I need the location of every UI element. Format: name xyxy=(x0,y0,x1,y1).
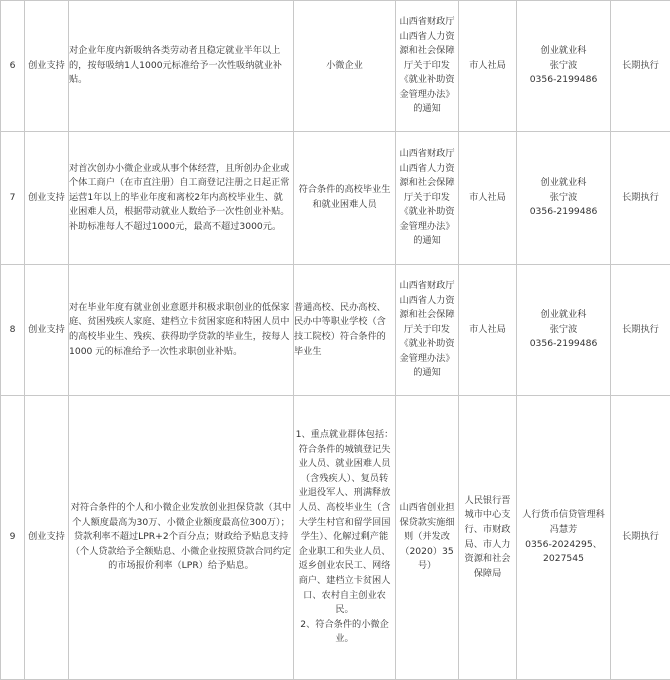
cell-text-line: 运营1年以上的毕业年度和离校2年内高校毕业生、就 xyxy=(69,191,283,203)
cell-text-line: 民办中等职业学校（含 xyxy=(294,316,386,328)
cell-text-line: 对企业年度内新吸纳各类劳动者且稳定就业半年以上 xyxy=(69,45,281,57)
cell-text-line: 张宁波 xyxy=(549,323,578,335)
cell-text-line: 技工院校）符合条件的 xyxy=(294,331,386,342)
policy-basis xyxy=(396,265,459,396)
policy-content xyxy=(69,396,294,680)
cell-text-line: 小微企业 xyxy=(326,59,363,71)
row-number: 8 xyxy=(1,265,25,396)
row-number: 7 xyxy=(1,132,25,265)
cell-text-line: 山西省人力资 xyxy=(399,162,455,174)
cell-text-line: 贴。 xyxy=(69,74,88,86)
cell-text-line: 1000 元的标准给予一次性求职创业补贴。 xyxy=(69,345,243,357)
policy-target xyxy=(294,396,396,680)
cell-text-line: 冯慧芳 xyxy=(549,523,578,535)
responsible-department xyxy=(459,265,517,396)
cell-text-line: 0356-2199486 xyxy=(529,206,598,218)
cell-text-line: 个人额度最高为30万、小微企业额度最高位300万）； xyxy=(72,516,290,528)
cell-text-line: 创业就业科 xyxy=(540,177,587,189)
policy-target xyxy=(294,1,396,132)
policy-basis xyxy=(396,132,459,265)
cell-text-line: 源和社会保障 xyxy=(399,309,455,321)
cell-text-line: 保障局 xyxy=(473,567,502,579)
cell-text-line: 和就业困难人员 xyxy=(312,199,377,210)
cell-text-line: 厅关于印发 xyxy=(404,191,450,203)
cell-text-line: 2027545 xyxy=(543,553,584,565)
row-number: 6 xyxy=(1,1,25,132)
cell-text-line: 业。 xyxy=(335,633,354,645)
policy-category: 创业支持 xyxy=(25,132,69,265)
policy-basis xyxy=(396,1,459,132)
cell-text-line: 的市场报价利率（LPR）给予贴息。 xyxy=(108,560,254,572)
cell-text-line: 业退役军人、刑满释放 xyxy=(298,487,391,499)
cell-text-line: 学生）、化解过剩产能 xyxy=(300,531,389,543)
cell-text-line: 0356-2024295、 xyxy=(525,538,602,550)
cell-text-line: 符合条件的高校毕业生 xyxy=(298,184,391,196)
cell-text-line: 厅关于印发 xyxy=(404,59,450,71)
policy-table-body xyxy=(1,1,670,680)
cell-text-line: 业困难人员，根据带动就业人数给予一次性创业补贴。 xyxy=(69,206,290,218)
policy-content xyxy=(69,1,294,132)
policy-target xyxy=(294,265,396,396)
cell-text-line: 张宁波 xyxy=(549,191,578,203)
cell-text-line: 《就业补助资 xyxy=(399,338,455,350)
cell-text-line: 创业就业科 xyxy=(540,309,587,321)
responsible-department xyxy=(459,132,517,265)
execution-period: 长期执行 xyxy=(611,132,670,265)
cell-text-line: 则（并发改 xyxy=(404,531,450,543)
cell-text-line: 的通知 xyxy=(413,367,441,379)
table-row xyxy=(1,132,670,265)
cell-text-line: 源和社会保障 xyxy=(399,177,455,189)
cell-text-line: 《就业补助资 xyxy=(399,206,455,218)
cell-text-line: 金管理办法》 xyxy=(399,352,455,364)
cell-text-line: 1、重点就业群体包括： xyxy=(295,429,394,441)
cell-text-line: 对符合条件的个人和小微企业发放创业担保贷款（其中 xyxy=(70,502,292,514)
cell-text-line: 山西省人力资 xyxy=(399,294,455,306)
cell-text-line: 城市中心支 xyxy=(464,509,511,521)
cell-text-line: 金管理办法》 xyxy=(399,88,455,100)
cell-text-line: 庭、贫困残疾人家庭、建档立卡贫困家庭和特困人员中 xyxy=(69,316,290,328)
cell-text-line: 毕业生 xyxy=(294,345,322,357)
cell-text-line: 人员、高校毕业生（含 xyxy=(298,502,391,514)
cell-text-line: 返乡创业农民工、网络 xyxy=(298,560,391,572)
cell-text-line: 补助标准每人不超过1000元，最高不超过3000元。 xyxy=(69,220,282,232)
cell-text-line: （个人贷款给予全额贴息、小微企业按照贷款合同约定 xyxy=(70,545,292,557)
table-row xyxy=(1,1,670,132)
cell-text-line: 个体工商户（在市直注册）自工商登记注册之日起正常 xyxy=(69,177,290,189)
execution-period: 长期执行 xyxy=(611,1,670,132)
cell-text-line: 张宁波 xyxy=(549,59,578,71)
cell-text-line: 2、符合条件的小微企 xyxy=(300,618,389,630)
cell-text-line: 市人社局 xyxy=(469,59,506,71)
contact-info xyxy=(517,396,611,680)
cell-text-line: 山西省财政厅 xyxy=(399,15,455,27)
cell-text-line: 市人社局 xyxy=(469,323,506,335)
cell-text-line: 对在毕业年度有就业创业意愿并积极求职创业的低保家 xyxy=(69,301,290,313)
cell-text-line: （2020）35 xyxy=(400,545,454,557)
cell-text-line: 人民银行晋 xyxy=(464,494,511,506)
cell-text-line: 大学生村官和留学回国 xyxy=(298,516,391,528)
cell-text-line: 资源和社会 xyxy=(464,553,511,565)
table-row xyxy=(1,396,670,680)
cell-text-line: 符合条件的城镇登记失 xyxy=(298,443,391,455)
cell-text-line: 源和社会保障 xyxy=(399,45,455,57)
cell-text-line: 的高校毕业生、残疾、获得助学贷款的毕业生，按每人 xyxy=(69,331,290,342)
cell-text-line: 口、农村自主创业农 xyxy=(303,589,386,601)
cell-text-line: 行、市财政 xyxy=(464,523,511,535)
cell-text-line: 《就业补助资 xyxy=(399,74,455,86)
cell-text-line: 市人社局 xyxy=(469,191,506,203)
policy-content xyxy=(69,265,294,396)
contact-info xyxy=(517,132,611,265)
execution-period: 长期执行 xyxy=(611,265,670,396)
cell-text-line: 商户、建档立卡贫困人 xyxy=(298,574,391,586)
contact-info xyxy=(517,1,611,132)
cell-text-line: 号） xyxy=(417,560,437,572)
cell-text-line: 厅关于印发 xyxy=(404,323,450,335)
policy-content xyxy=(69,132,294,265)
cell-text-line: 局、市人力 xyxy=(464,538,511,550)
cell-text-line: 企业职工和失业人员、 xyxy=(298,545,391,557)
cell-text-line: 金管理办法》 xyxy=(399,220,455,232)
cell-text-line: 0356-2199486 xyxy=(529,338,598,350)
policy-basis xyxy=(396,396,459,680)
cell-text-line: 贷款利率不超过LPR+2个百分点；财政给予贴息支持 xyxy=(73,531,289,543)
cell-text-line: 的通知 xyxy=(413,235,441,247)
responsible-department xyxy=(459,396,517,680)
cell-text-line: 人行货币信贷管理科 xyxy=(522,509,605,521)
cell-text-line: 业人员、就业困难人员 xyxy=(298,458,391,470)
cell-text-line: 对首次创办小微企业或从事个体经营，且所创办企业或 xyxy=(69,162,290,174)
cell-text-line: （含残疾人）、复员转 xyxy=(300,472,389,484)
cell-text-line: 民。 xyxy=(335,604,354,616)
policy-category: 创业支持 xyxy=(25,1,69,132)
row-number: 9 xyxy=(1,396,25,680)
cell-text-line: 0356-2199486 xyxy=(529,74,598,86)
table-row xyxy=(1,265,670,396)
cell-text-line: 山西省财政厅 xyxy=(399,147,455,159)
cell-text-line: 山西省财政厅 xyxy=(399,279,455,291)
cell-text-line: 的通知 xyxy=(413,103,441,115)
cell-text-line: 普通高校、民办高校、 xyxy=(294,301,386,313)
policy-category: 创业支持 xyxy=(25,265,69,396)
cell-text-line: 保贷款实施细 xyxy=(399,516,455,528)
cell-text-line: 山西省人力资 xyxy=(399,30,455,42)
cell-text-line: 山西省创业担 xyxy=(399,502,455,514)
cell-text-line: 创业就业科 xyxy=(540,45,587,57)
contact-info xyxy=(517,265,611,396)
cell-text-line: 的，按每吸纳1人1000元标准给予一次性吸纳就业补 xyxy=(69,59,282,71)
policy-target xyxy=(294,132,396,265)
policy-category: 创业支持 xyxy=(25,396,69,680)
responsible-department xyxy=(459,1,517,132)
execution-period: 长期执行 xyxy=(611,396,670,680)
